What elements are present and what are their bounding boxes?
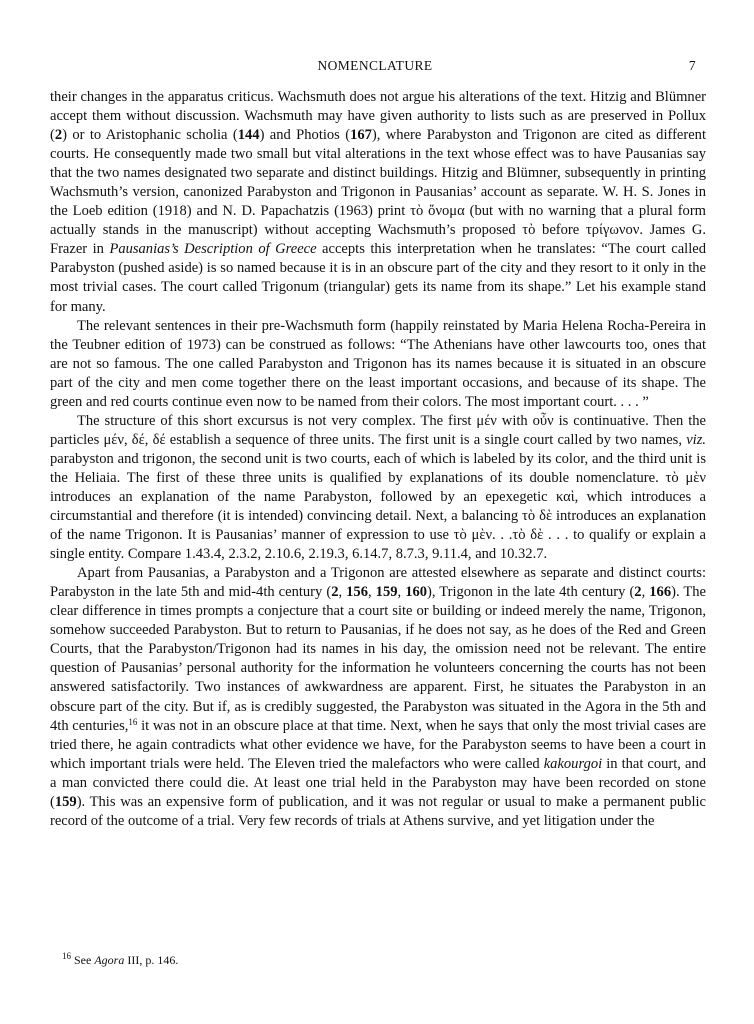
text-run: See [71, 953, 95, 967]
paragraph-2 [50, 317, 706, 412]
italic-text: viz. [686, 431, 706, 448]
text-run: Apart from Pausanias, a Parabyston and a Trigonon are attested elsewhere as separate and distinct courts: Parabyston in the late 5th and mid-4th century ( [50, 565, 706, 601]
text-run: , [641, 584, 650, 601]
text-run: ), Trigonon in the late 4th century ( [427, 584, 635, 601]
text-run: , [367, 584, 376, 601]
text-run: in that court, and a man convicted there could die. At least one trial held in the Parabyston may have been recorded on stone ( [50, 755, 706, 810]
paragraph-3 [50, 412, 706, 564]
text-run: accepts this interpretation when he translates: “The court called Parabyston (pushed aside) is so named because it is in an obscure part of the city and they resort to it only in the most trivial cases. The court called Trigonum (triangular) gets its name from its shape.” Let his example stand for many. [50, 241, 706, 315]
footnote-text [71, 953, 178, 967]
document-reference: 156 [346, 584, 368, 601]
text-run: it was not in an obscure place at that time. Next, when he says that only the most trivial cases are tried there, he again contradicts what other evidence we have, for the Parabyston seems to have been a court in which important trials were held. The Eleven tried the malefactors who were called [50, 717, 706, 772]
italic-text: Agora [94, 953, 125, 967]
page-number: 7 [688, 58, 696, 73]
footnote-marker: 16 [128, 716, 138, 727]
text-run: ) and Photios ( [259, 127, 351, 144]
running-head-title: NOMENCLATURE [317, 58, 433, 73]
text-run: The relevant sentences in their pre-Wachsmuth form (happily reinstated by Maria Helena Rocha-Pereira in the Teubner edition of 1973) can be construed as follows: “The Athenians have other lawcourts too, ones that are not so famous. The one called Parabyston and Trigonon has its names because it is situated in an obscure part of the city and men come together there on the least important occasions, and because of its shape. The green and red courts continue even now to be named from their colors. The most important court. . . . ” [50, 317, 706, 410]
footnote [62, 952, 702, 968]
paragraph-1 [50, 88, 706, 317]
document-reference: 2 [634, 584, 642, 601]
document-reference: 159 [375, 584, 398, 601]
body-text [50, 88, 706, 831]
text-run: The structure of this short excursus is not very complex. The first μέν with οὖν is continuative. Then the particles μέν, δέ, δέ establish a sequence of three units. The first unit is a single court called by two names, [50, 412, 706, 448]
text-run: , [397, 584, 406, 601]
document-reference: 144 [237, 127, 260, 144]
italic-text: kakourgoi [543, 755, 603, 772]
document-reference: 167 [350, 127, 372, 144]
text-run: ) or to Aristophanic scholia ( [62, 127, 238, 144]
text-run: , [338, 584, 347, 601]
document-reference: 2 [54, 127, 63, 144]
footnote-number: 16 [62, 951, 71, 961]
document-reference: 160 [405, 584, 428, 601]
text-run: parabyston and trigonon, the second unit is two courts, each of which is labeled by its color, and the third unit is the Heliaia. The first of these three units is qualified by explanations of its double nomenclature. τὸ μὲν introduces an explanation of the name Parabyston, followed by an epexegetic καὶ, which introduces a circumstantial and therefore (it is intended) convincing detail. Next, a balancing τὸ δὲ introduces an explanation of the name Trigonon. It is Pausanias’ manner of expression to use τὸ μὲν. . .τὸ δὲ . . . to qualify or explain a single entity. Compare 1.43.4, 2.3.2, 2.10.6, 2.19.3, 6.14.7, 8.7.3, 9.11.4, and 10.32.7. [50, 450, 706, 563]
document-reference: 2 [331, 584, 339, 601]
running-header [50, 58, 700, 78]
italic-text: Pausanias’s Description of Greece [109, 241, 317, 258]
text-run: III, p. 146. [124, 953, 179, 967]
text-run: their changes in the apparatus criticus. Wachsmuth does not argue his alterations of the text. Hitzig and Blümner accept them without discussion. Wachsmuth may have given authority to lists such as are preserved in Pollux ( [50, 89, 706, 144]
document-reference: 159 [54, 793, 77, 810]
text-run: ), where Parabyston and Trigonon are cited as different courts. He consequently made two small but vital alterations in the text whose effect was to have Pausanias say that the two names designated two separate and distinct buildings. Hitzig and Blümner, subsequently in printing Wachsmuth’s version, canonized Parabyston and Trigonon in Pausanias’ account as separate. W. H. S. Jones in the Loeb edition (1918) and N. D. Papachatzis (1963) print τὸ ὄνομα (but with no warning that a plural form actually stands in the manuscript) without accepting Wachsmuth’s proposed τὸ before τρίγωνον. James G. Frazer in [50, 127, 706, 258]
text-run: ). This was an expensive form of publication, and it was not regular or usual to make a permanent public record of the outcome of a trial. Very few records of trials at Athens survive, and yet litigation under the [50, 793, 706, 829]
document-reference: 166 [649, 584, 672, 601]
paragraph-4 [50, 564, 706, 831]
text-run: ). The clear difference in times prompts a conjecture that a court site or building or indeed merely the name, Trigonon, somehow succeeded Parabyston. But to return to Pausanias, if he does not say, as he does of the Red and Green Courts, that the Parabyston/Trigonon had its names in his day, the omission need not be relevant. The entire question of Pausanias’ personal authority for the information he volunteers concerning the courts has not been answered satisfactorily. Two instances of awkwardness are apparent. First, he situates the Parabyston in an obscure part of the city. But if, as is credibly suggested, the Parabyston was situated in the Agora in the 5th and 4th centuries, [50, 584, 706, 734]
